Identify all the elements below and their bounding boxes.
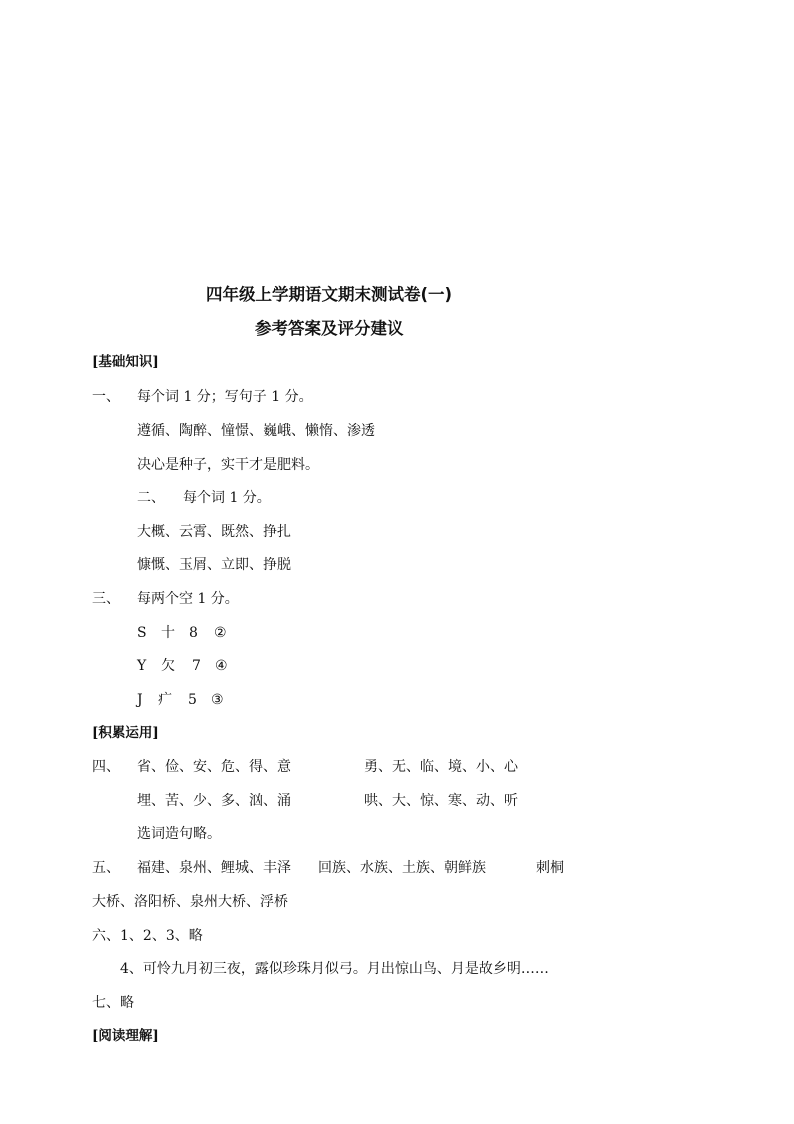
q1-number: 一、	[92, 389, 120, 405]
document-title: 四年级上学期语文期末测试卷(一)	[206, 285, 453, 304]
q3-row-1-strokes: 8	[189, 625, 198, 641]
q7-line-1: 七、略	[92, 995, 134, 1011]
section-heading-basic: [基础知识]	[92, 354, 159, 370]
q4-left-2: 埋、苦、少、多、汹、涌	[137, 793, 291, 809]
q3-row-3-strokes: 5	[188, 692, 197, 708]
q1-sentence: 决心是种子，实干才是肥料。	[137, 457, 319, 473]
q3-row-3-radical: 疒	[158, 692, 172, 708]
q1-words: 遵循、陶醉、憧憬、巍峨、懒惰、渗透	[137, 423, 375, 439]
q1-instruction: 每个词 1 分；写句子 1 分。	[137, 389, 313, 405]
q3-number: 三、	[92, 591, 120, 607]
q6-line-1: 六、1、2、3、略	[92, 928, 203, 944]
q2-line-2: 慷慨、玉屑、立即、挣脱	[137, 557, 291, 573]
q4-right-2: 哄、大、惊、寒、动、听	[364, 793, 518, 809]
q2-number: 二、	[137, 490, 165, 506]
q3-row-1-choice: ②	[214, 625, 227, 641]
q3-row-2-pinyin: Y	[137, 658, 147, 674]
q4-number: 四、	[92, 759, 120, 775]
q3-row-3-pinyin: J	[137, 692, 143, 708]
q5-line-2: 大桥、洛阳桥、泉州大桥、浮桥	[92, 894, 288, 910]
section-heading-accumulation: [积累运用]	[92, 725, 159, 741]
q3-instruction: 每两个空 1 分。	[137, 591, 239, 607]
q4-left-1: 省、俭、安、危、得、意	[137, 759, 291, 775]
q5-number: 五、	[92, 860, 120, 876]
q3-row-1-pinyin: S	[137, 625, 147, 641]
q3-row-2-strokes: 7	[192, 658, 201, 674]
q6-line-2: 4、可怜九月初三夜，露似珍珠月似弓。月出惊山鸟、月是故乡明……	[120, 961, 549, 977]
q3-row-2-choice: ④	[215, 658, 228, 674]
q4-right-1: 勇、无、临、境、小、心	[364, 759, 518, 775]
section-heading-reading: [阅读理解]	[92, 1028, 159, 1044]
q5-part-1: 福建、泉州、鲤城、丰泽	[137, 860, 291, 876]
document-subtitle: 参考答案及评分建议	[255, 319, 404, 338]
q3-row-3-choice: ③	[211, 692, 224, 708]
q2-instruction: 每个词 1 分。	[183, 490, 271, 506]
q5-part-2: 回族、水族、土族、朝鲜族	[318, 860, 486, 876]
q4-note: 选词造句略。	[137, 826, 221, 842]
q3-row-2-radical: 欠	[161, 658, 175, 674]
q2-line-1: 大概、云霄、既然、挣扎	[137, 524, 291, 540]
q3-row-1-radical: 十	[161, 625, 175, 641]
q5-part-3: 刺桐	[536, 860, 564, 876]
